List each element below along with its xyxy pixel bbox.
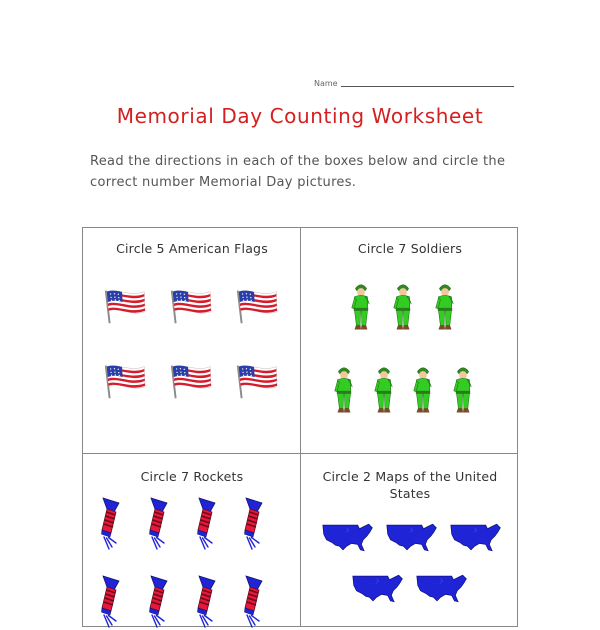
american-flag-icon[interactable] — [233, 361, 281, 401]
box-instruction: Circle 5 American Flags — [116, 241, 268, 256]
rocket-icon[interactable] — [238, 496, 272, 552]
rocket-icon[interactable] — [95, 496, 129, 552]
name-field[interactable] — [314, 74, 514, 88]
rocket-icon[interactable] — [143, 496, 177, 552]
box-instruction: Circle 2 Maps of the United States — [322, 469, 498, 501]
rocket-icon[interactable] — [191, 496, 225, 552]
box-instruction: Circle 7 Rockets — [140, 469, 244, 484]
rocket-icon[interactable] — [191, 574, 225, 630]
rocket-icon[interactable] — [95, 574, 129, 630]
soldier-icon[interactable] — [332, 361, 356, 417]
soldier-icon[interactable] — [451, 361, 475, 417]
us-map-icon[interactable] — [415, 572, 470, 604]
page-title: Memorial Day Counting Worksheet — [116, 104, 484, 128]
us-map-icon[interactable] — [351, 572, 406, 604]
directions-text: Read the directions in each of the boxes below and circle the correct number Memorial Day pictures. — [90, 154, 506, 190]
soldier-icon[interactable] — [411, 361, 435, 417]
soldier-icon[interactable] — [433, 278, 457, 334]
american-flag-icon[interactable] — [167, 286, 215, 326]
name-underline[interactable] — [341, 86, 514, 87]
rocket-icon[interactable] — [238, 574, 272, 630]
us-map-icon[interactable] — [449, 521, 504, 553]
soldier-icon[interactable] — [391, 278, 415, 334]
soldier-icon[interactable] — [372, 361, 396, 417]
us-map-icon[interactable] — [321, 521, 376, 553]
worksheet-grid — [82, 227, 518, 627]
american-flag-icon[interactable] — [101, 286, 149, 326]
american-flag-icon[interactable] — [101, 361, 149, 401]
soldier-icon[interactable] — [349, 278, 373, 334]
us-map-icon[interactable] — [385, 521, 440, 553]
american-flag-icon[interactable] — [233, 286, 281, 326]
grid-divider-vertical — [300, 228, 301, 626]
box-instruction: Circle 7 Soldiers — [357, 241, 463, 256]
rocket-icon[interactable] — [143, 574, 177, 630]
american-flag-icon[interactable] — [167, 361, 215, 401]
grid-divider-horizontal — [83, 453, 517, 454]
name-label: Name — [314, 79, 338, 88]
